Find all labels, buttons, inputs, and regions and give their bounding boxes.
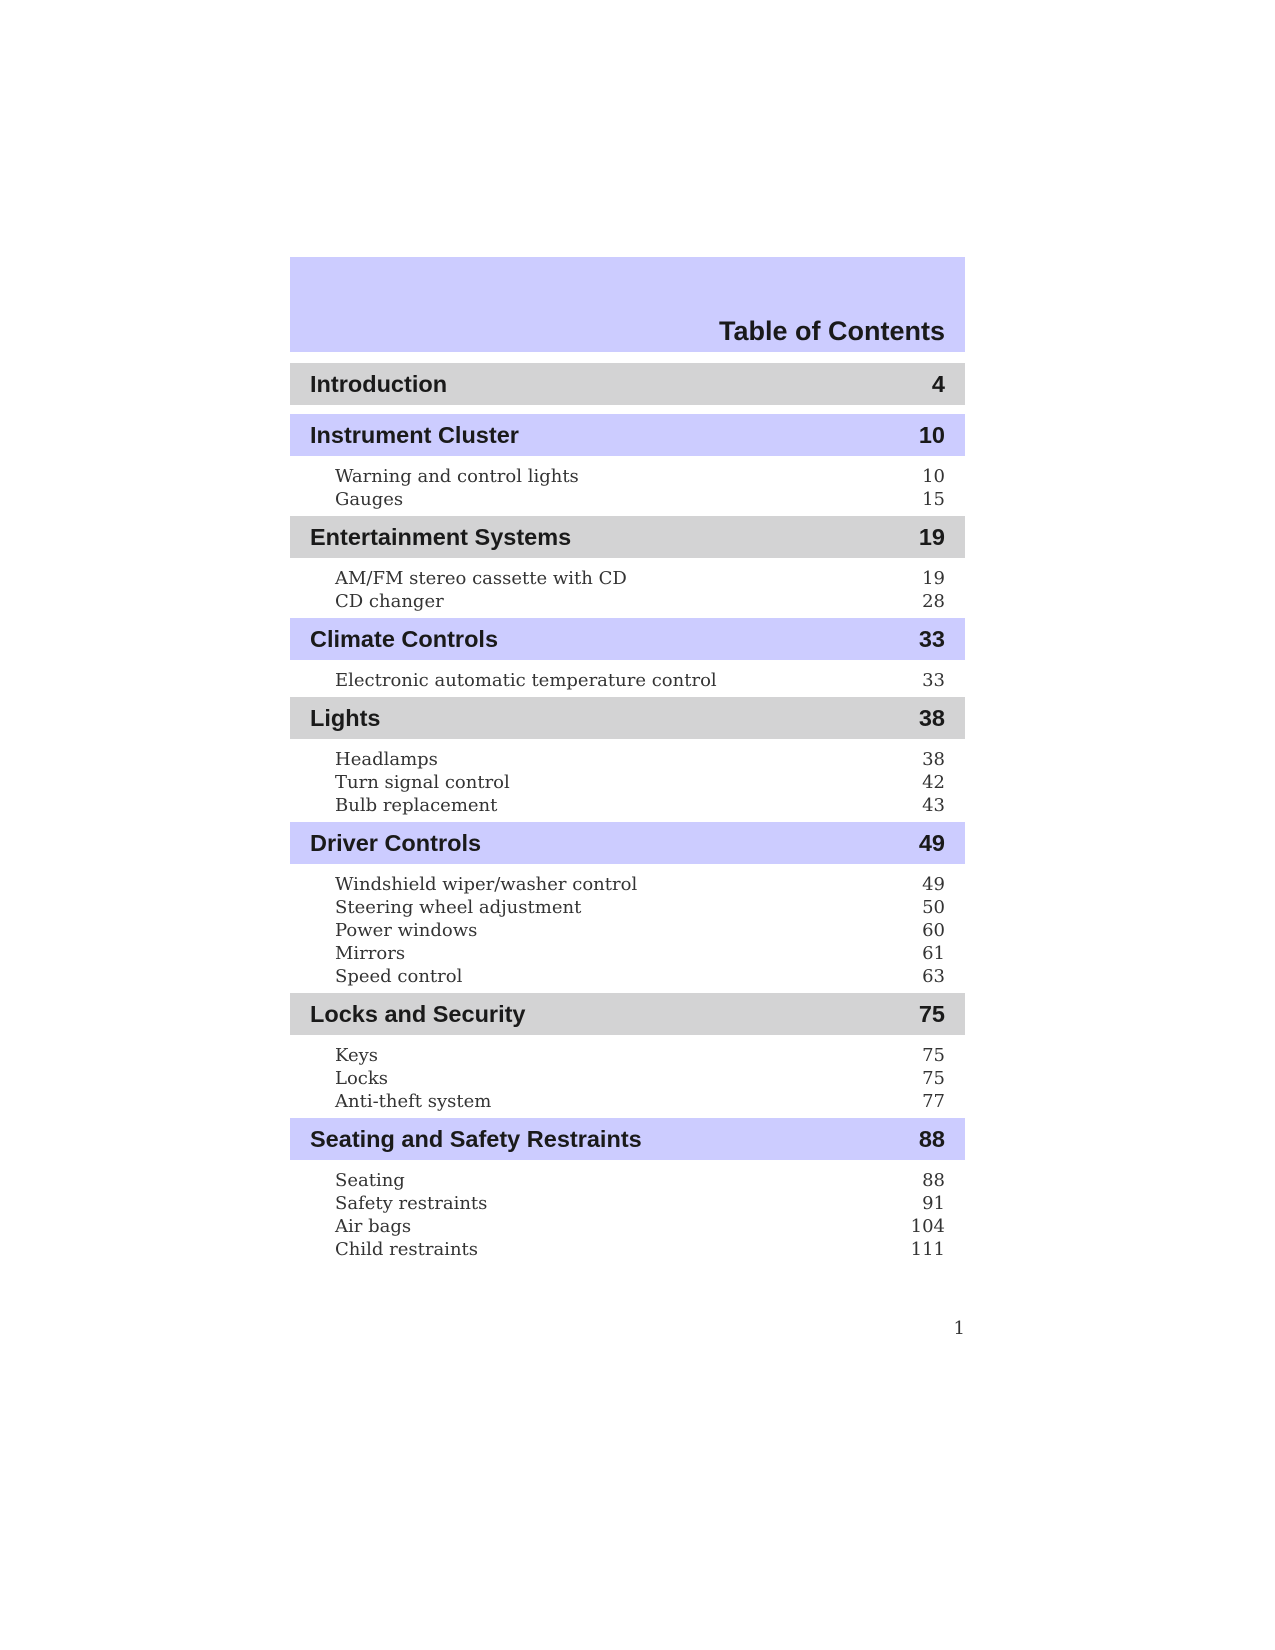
entry-title: Speed control xyxy=(335,966,463,987)
entry-title: Locks xyxy=(335,1068,389,1089)
entry-title: Seating xyxy=(335,1170,405,1191)
section-page-number: 4 xyxy=(931,370,945,397)
toc-entry[interactable] xyxy=(335,794,945,817)
toc-entry[interactable] xyxy=(335,1090,945,1113)
entry-page-number: 63 xyxy=(922,966,945,987)
entry-page-number: 49 xyxy=(922,874,945,895)
section-page-number: 10 xyxy=(918,421,945,448)
entry-page-number: 88 xyxy=(922,1170,945,1191)
entry-title: Mirrors xyxy=(335,943,406,964)
section-entries xyxy=(290,660,965,697)
entry-page-number: 38 xyxy=(922,749,945,770)
entry-page-number: 50 xyxy=(922,897,945,918)
entry-title: CD changer xyxy=(335,591,444,612)
page-title: Table of Contents xyxy=(719,316,945,346)
toc-entry[interactable] xyxy=(335,488,945,511)
section-title: Locks and Security xyxy=(310,1000,526,1027)
entry-title: Anti-theft system xyxy=(335,1091,492,1112)
section-entries xyxy=(290,1160,965,1266)
section-heading[interactable] xyxy=(290,516,965,558)
section-entries xyxy=(290,1035,965,1118)
entry-title: Power windows xyxy=(335,920,478,941)
toc-entry[interactable] xyxy=(335,1238,945,1261)
toc-section xyxy=(290,993,965,1118)
section-page-number: 38 xyxy=(918,704,945,731)
toc-section xyxy=(290,516,965,618)
entry-title: Gauges xyxy=(335,489,404,510)
section-spacer xyxy=(290,405,965,414)
toc-entry[interactable] xyxy=(335,1192,945,1215)
entry-title: Warning and control lights xyxy=(335,466,579,487)
entry-page-number: 15 xyxy=(922,489,945,510)
section-title: Instrument Cluster xyxy=(310,421,519,448)
section-heading[interactable] xyxy=(290,993,965,1035)
section-entries xyxy=(290,739,965,822)
toc-entry[interactable] xyxy=(335,590,945,613)
toc-entry[interactable] xyxy=(335,873,945,896)
section-entries xyxy=(290,558,965,618)
toc-section xyxy=(290,697,965,822)
entry-title: Child restraints xyxy=(335,1239,479,1260)
toc-entry[interactable] xyxy=(335,1215,945,1238)
toc-entry[interactable] xyxy=(335,771,945,794)
toc-entry[interactable] xyxy=(335,567,945,590)
toc-section xyxy=(290,414,965,516)
entry-title: Bulb replacement xyxy=(335,795,498,816)
entry-title: Air bags xyxy=(335,1216,412,1237)
entry-page-number: 19 xyxy=(922,568,945,589)
section-heading[interactable] xyxy=(290,1118,965,1160)
section-title: Lights xyxy=(310,704,381,731)
section-page-number: 75 xyxy=(918,1000,945,1027)
entry-page-number: 61 xyxy=(922,943,945,964)
section-page-number: 49 xyxy=(918,829,945,856)
entry-page-number: 43 xyxy=(922,795,945,816)
section-entries xyxy=(290,456,965,516)
toc-entry[interactable] xyxy=(335,965,945,988)
entry-title: Headlamps xyxy=(335,749,438,770)
entry-page-number: 33 xyxy=(922,670,945,691)
section-title: Driver Controls xyxy=(310,829,482,856)
title-band xyxy=(290,257,965,352)
entry-title: Windshield wiper/washer control xyxy=(335,874,638,895)
toc-section xyxy=(290,618,965,697)
toc-entry[interactable] xyxy=(335,465,945,488)
entry-page-number: 104 xyxy=(910,1216,945,1237)
entry-title: Steering wheel adjustment xyxy=(335,897,582,918)
section-title: Entertainment Systems xyxy=(310,523,572,550)
entry-page-number: 28 xyxy=(922,591,945,612)
entry-title: Safety restraints xyxy=(335,1193,488,1214)
entry-page-number: 60 xyxy=(922,920,945,941)
section-page-number: 19 xyxy=(918,523,945,550)
toc-entry[interactable] xyxy=(335,1067,945,1090)
page-number: 1 xyxy=(953,1318,965,1339)
section-heading[interactable] xyxy=(290,414,965,456)
section-title: Introduction xyxy=(310,370,448,397)
entry-title: Keys xyxy=(335,1045,379,1066)
section-heading[interactable] xyxy=(290,618,965,660)
section-title: Climate Controls xyxy=(310,625,499,652)
toc-entry[interactable] xyxy=(335,1044,945,1067)
toc-entry[interactable] xyxy=(335,896,945,919)
entry-page-number: 10 xyxy=(922,466,945,487)
entry-page-number: 91 xyxy=(922,1193,945,1214)
toc-section xyxy=(290,822,965,993)
table-of-contents xyxy=(290,363,965,1266)
entry-title: AM/FM stereo cassette with CD xyxy=(335,568,627,589)
toc-section xyxy=(290,363,965,414)
entry-page-number: 75 xyxy=(922,1045,945,1066)
toc-section xyxy=(290,1118,965,1266)
entry-title: Electronic automatic temperature control xyxy=(335,670,717,691)
toc-entry[interactable] xyxy=(335,919,945,942)
section-heading[interactable] xyxy=(290,697,965,739)
entry-page-number: 42 xyxy=(922,772,945,793)
toc-entry[interactable] xyxy=(335,748,945,771)
entry-page-number: 111 xyxy=(910,1239,945,1260)
toc-entry[interactable] xyxy=(335,1169,945,1192)
toc-entry[interactable] xyxy=(335,669,945,692)
section-page-number: 33 xyxy=(918,625,945,652)
entry-page-number: 75 xyxy=(922,1068,945,1089)
entry-title: Turn signal control xyxy=(335,772,510,793)
section-heading[interactable] xyxy=(290,822,965,864)
section-entries xyxy=(290,864,965,993)
toc-entry[interactable] xyxy=(335,942,945,965)
section-page-number: 88 xyxy=(918,1125,945,1152)
section-heading[interactable] xyxy=(290,363,965,405)
section-title: Seating and Safety Restraints xyxy=(310,1125,642,1152)
entry-page-number: 77 xyxy=(922,1091,945,1112)
